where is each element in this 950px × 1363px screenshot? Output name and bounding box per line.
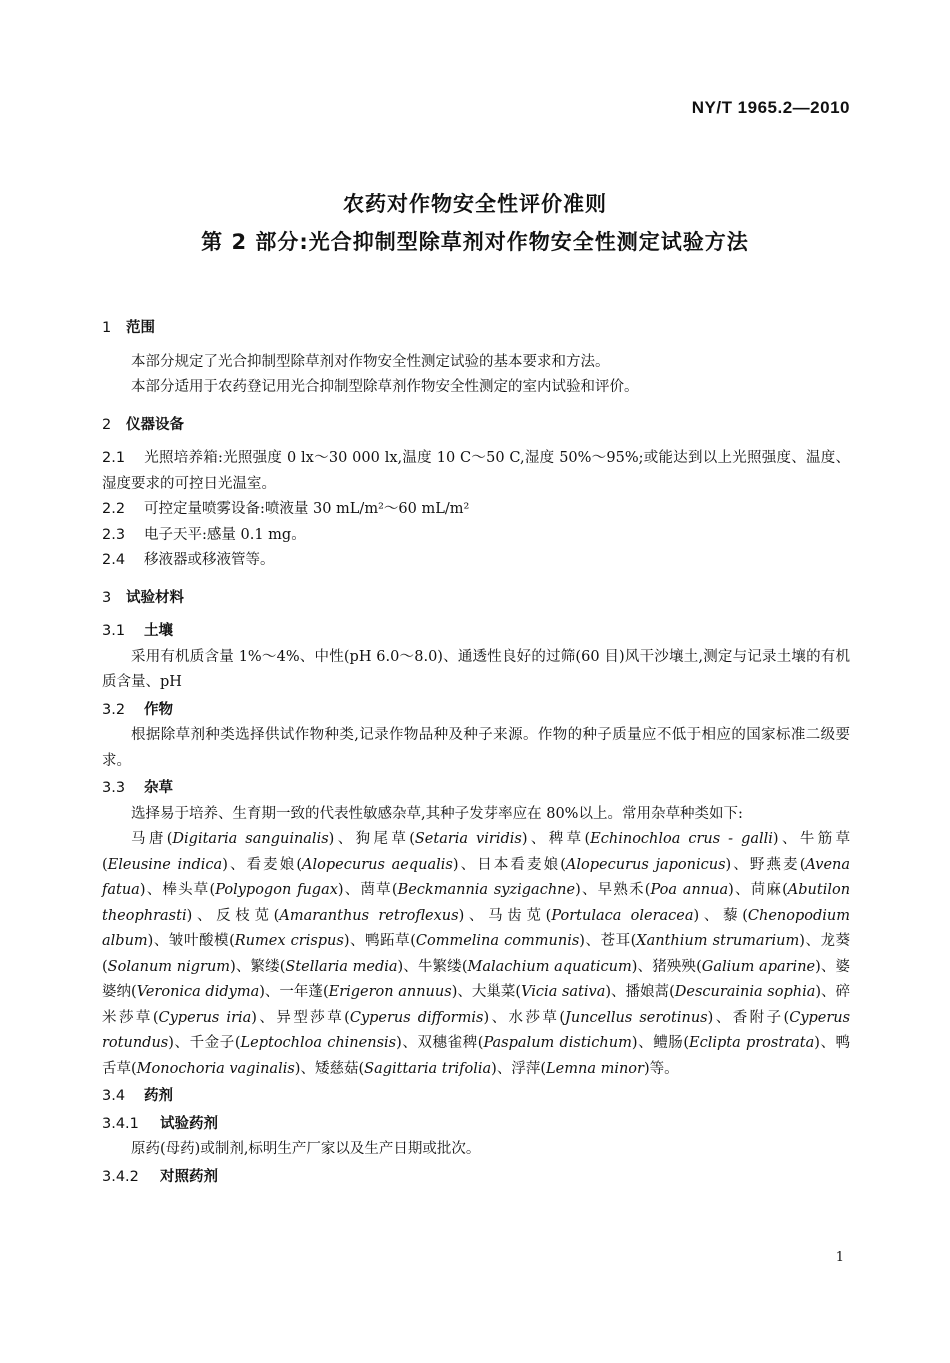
weed-item: 浮萍(Lemna minor) [511, 1060, 650, 1077]
subsection-soil-heading: 3.1 土壤 [102, 623, 173, 639]
weed-item: 猪殃殃(Galium aparine)、 [652, 958, 836, 975]
weed-item: 繁缕(Stellaria media)、 [250, 958, 418, 975]
test-pesticide-paragraph: 原药(母药)或制剂,标明生产厂家以及生产日期或批次。 [131, 1141, 481, 1157]
weed-latin-name: Solanum nigrum [107, 958, 231, 975]
weed-item: 矮慈菇(Sagittaria trifolia)、 [314, 1060, 512, 1077]
crop-paragraph: 根据除草剂种类选择供试作物种类,记录作物品种及种子来源。作物的种子质量应不低于相应的国家标准二级要求。 [102, 727, 850, 769]
weed-item: 牛繁缕(Malachium aquaticum)、 [417, 958, 653, 975]
weed-item: 日本看麦娘(Alopecurus japonicus)、 [477, 856, 750, 873]
weed-item: 播娘蒿(Descurainia sophia)、 [625, 984, 836, 1000]
equipment-item: 2.4 移液器或移液管等。 [102, 552, 275, 568]
weed-chinese-name: 野燕麦 [749, 856, 800, 873]
weed-latin-name: Alopecurus aequalis [302, 856, 453, 873]
weed-latin-name: Juncellus serotinus [565, 1009, 708, 1026]
weed-item: 棒头草(Polypogon fugax)、 [162, 882, 361, 898]
equipment-item: 2.1 光照培养箱:光照强度 0 lx～30 000 lx,温度 10 C～50 C,湿度 50%～95%;或能达到以上光照强度、温度、湿度要求的可控日光温室。 [102, 450, 850, 492]
weed-chinese-name: 播娘蒿 [625, 984, 670, 1000]
subsection-pesticide-heading: 3.4 药剂 [102, 1088, 173, 1104]
section-1-heading: 1 范围 [102, 320, 155, 336]
weed-chinese-name: 日本看麦娘 [477, 856, 561, 873]
section-3-heading: 3 试验材料 [102, 589, 184, 606]
weed-chinese-name: 反枝苋 [216, 907, 274, 924]
page-number: 1 [835, 1250, 844, 1265]
equipment-item: 2.2 可控定量喷雾设备:喷液量 30 mL/m²～60 mL/m² [102, 501, 470, 517]
weed-latin-name: Descurainia sophia [674, 984, 816, 1000]
weed-chinese-name: 香附子 [732, 1009, 784, 1026]
weed-latin-name: Digitaria sanguinalis [172, 831, 329, 847]
weed-latin-name: Polypogon fugax [215, 882, 338, 898]
weed-latin-name: Beckmannia syzigachne [397, 882, 576, 898]
weed-chinese-name: 看麦娘 [246, 856, 297, 873]
weed-item: 看麦娘(Alopecurus aequalis)、 [246, 856, 478, 873]
weed-latin-name: Commelina communis [415, 933, 580, 949]
weed-item: 野燕麦(Avena fatua)、 [102, 856, 851, 898]
weed-chinese-name: 皱叶酸模 [168, 933, 230, 949]
test-pesticide-heading: 3.4.1 试验药剂 [102, 1115, 218, 1132]
weed-chinese-name: 碎米莎草 [102, 984, 851, 1026]
weed-chinese-name: 马唐 [131, 831, 167, 847]
section-1-paragraph: 本部分适用于农药登记用光合抑制型除草剂作物安全性测定的室内试验和评价。 [131, 379, 639, 395]
equipment-item: 2.3 电子天平:感量 0.1 mg。 [102, 526, 306, 543]
weed-latin-name: Cyperus rotundus [102, 1009, 851, 1051]
weed-item: 鳢肠(Eclipta prostrata)、 [653, 1035, 836, 1051]
weed-latin-name: Poa annua [650, 882, 729, 898]
weed-chinese-name: 早熟禾 [597, 882, 645, 898]
weed-chinese-name: 异型莎草 [276, 1009, 345, 1026]
weed-latin-name: Rumex crispus [234, 933, 344, 949]
weed-item: 婆婆纳(Veronica didyma)、 [102, 958, 851, 1000]
weed-item: 鸭舌草(Monochoria vaginalis)、 [102, 1035, 851, 1077]
weed-latin-name: Sagittaria trifolia [364, 1060, 492, 1077]
weed-item: 马唐(Digitaria sanguinalis)、 [131, 831, 356, 847]
weed-latin-name: Avena fatua [102, 856, 851, 898]
weed-chinese-name: 龙葵 [820, 933, 851, 949]
subsection-weeds-heading: 3.3 杂草 [102, 780, 173, 796]
weed-latin-name: Malachium aquaticum [467, 958, 632, 975]
weed-chinese-name: 牛繁缕 [417, 958, 462, 975]
weed-chinese-name: 繁缕 [250, 958, 280, 975]
weed-chinese-name: 矮慈菇 [314, 1060, 359, 1077]
weed-item: 狗尾草(Setaria viridis)、 [355, 831, 549, 847]
weed-item: 大巢菜(Vicia sativa)、 [471, 984, 626, 1000]
weed-list-suffix: 等。 [649, 1060, 679, 1077]
weed-chinese-name: 狗尾草 [355, 831, 410, 847]
standard-code: NY/T 1965.2—2010 [691, 98, 850, 117]
weed-latin-name: Abutilon theophrasti [102, 882, 851, 924]
weed-latin-name: Eleusine indica [107, 856, 223, 873]
weed-item: 一年蓬(Erigeron annuus)、 [279, 984, 472, 1000]
weed-latin-name: Amaranthus retroflexus [279, 907, 459, 924]
weed-item: 水莎草(Juncellus serotinus)、 [508, 1009, 733, 1026]
section-2-heading: 2 仪器设备 [102, 416, 184, 433]
weed-latin-name: Echinochloa crus - galli [590, 831, 773, 847]
weed-chinese-name: 婆婆纳 [102, 958, 851, 1000]
weed-chinese-name: 猪殃殃 [652, 958, 697, 975]
weed-chinese-name: 苍耳 [600, 933, 631, 949]
weed-item: 香附子(Cyperus rotundus)、 [102, 1009, 851, 1051]
weed-chinese-name: 千金子 [189, 1035, 235, 1051]
weed-chinese-name: 水莎草 [508, 1009, 560, 1026]
weed-chinese-name: 双穗雀稗 [417, 1035, 478, 1051]
weed-latin-name: Eclipta prostrata [689, 1035, 815, 1051]
weed-latin-name: Portulaca oleracea [551, 907, 694, 924]
weed-item: 龙葵(Solanum nigrum)、 [102, 933, 851, 975]
weed-item: 双穗雀稗(Paspalum distichum)、 [417, 1035, 654, 1051]
weed-item: 千金子(Leptochloa chinensis)、 [189, 1035, 418, 1051]
weed-chinese-name: 棒头草 [162, 882, 210, 898]
weed-item: 反枝苋(Amaranthus retroflexus)、 [216, 907, 489, 924]
weed-item: 苍耳(Xanthium strumarium)、 [600, 933, 821, 949]
document-body [102, 316, 850, 1190]
weed-item: 稗草(Echinochloa crus - galli)、 [548, 831, 800, 847]
weed-latin-name: Veronica didyma [136, 984, 260, 1000]
weed-latin-name: Erigeron annuus [328, 984, 452, 1000]
weed-latin-name: Stellaria media [285, 958, 398, 975]
weed-chinese-name: 鸭跖草 [365, 933, 411, 949]
weed-latin-name: Alopecurus japonicus [565, 856, 726, 873]
weed-latin-name: Cyperus difformis [349, 1009, 484, 1026]
weed-chinese-name: 鳢肠 [653, 1035, 684, 1051]
weed-chinese-name: 藜 [723, 907, 743, 924]
weed-latin-name: Chenopodium album [102, 907, 851, 949]
weeds-intro: 选择易于培养、生育期一致的代表性敏感杂草,其种子发芽率应在 80%以上。常用杂草种类如下: [131, 805, 743, 822]
section-1-paragraph: 本部分规定了光合抑制型除草剂对作物安全性测定试验的基本要求和方法。 [131, 353, 610, 370]
weed-item: 异型莎草(Cyperus difformis)、 [276, 1009, 509, 1026]
weed-latin-name: Paspalum distichum [483, 1035, 632, 1051]
weed-item: 菵草(Beckmannia syzigachne)、 [360, 882, 598, 898]
weed-chinese-name: 浮萍 [511, 1060, 541, 1077]
weed-latin-name: Setaria viridis [414, 831, 522, 847]
weed-item: 早熟禾(Poa annua)、 [597, 882, 751, 898]
weed-chinese-name: 鸭舌草 [102, 1035, 851, 1077]
weed-item: 藜(Chenopodium album)、 [102, 907, 851, 949]
weed-item: 马齿苋(Portulaca oleracea)、 [488, 907, 724, 924]
weed-latin-name: Galium aparine [701, 958, 816, 975]
subsection-crop-heading: 3.2 作物 [102, 701, 173, 718]
soil-paragraph: 采用有机质含量 1%～4%、中性(pH 6.0～8.0)、通透性良好的过筛(60 目)风干沙壤土,测定与记录土壤的有机质含量、pH [102, 648, 850, 690]
weed-item: 鸭跖草(Commelina communis)、 [365, 933, 601, 949]
weed-chinese-name: 马齿苋 [488, 907, 546, 924]
document-title: 农药对作物安全性评价准则 [343, 192, 607, 216]
weed-chinese-name: 大巢菜 [471, 984, 516, 1000]
weed-chinese-name: 苘麻 [750, 882, 783, 898]
weed-latin-name: Cyperus iria [158, 1009, 252, 1026]
weed-item: 苘麻(Abutilon theophrasti)、 [102, 882, 851, 924]
weed-chinese-name: 一年蓬 [279, 984, 323, 1000]
weed-latin-name: Monochoria vaginalis [136, 1060, 295, 1077]
weed-item: 皱叶酸模(Rumex crispus)、 [168, 933, 366, 949]
weed-latin-name: Leptochloa chinensis [240, 1035, 397, 1051]
weed-item: 牛筋草(Eleusine indica)、 [102, 831, 851, 873]
control-pesticide-heading: 3.4.2 对照药剂 [102, 1168, 218, 1185]
weed-item: 碎米莎草(Cyperus iria)、 [102, 984, 851, 1026]
document-subtitle: 第 2 部分:光合抑制型除草剂对作物安全性测定试验方法 [201, 230, 749, 254]
weed-chinese-name: 稗草 [548, 831, 585, 847]
weed-species-list [102, 827, 850, 1082]
weed-chinese-name: 菵草 [360, 882, 392, 898]
weed-latin-name: Xanthium strumarium [636, 933, 800, 949]
weed-latin-name: Vicia sativa [521, 984, 606, 1000]
weed-chinese-name: 牛筋草 [799, 831, 851, 847]
weed-latin-name: Lemna minor [546, 1060, 644, 1077]
